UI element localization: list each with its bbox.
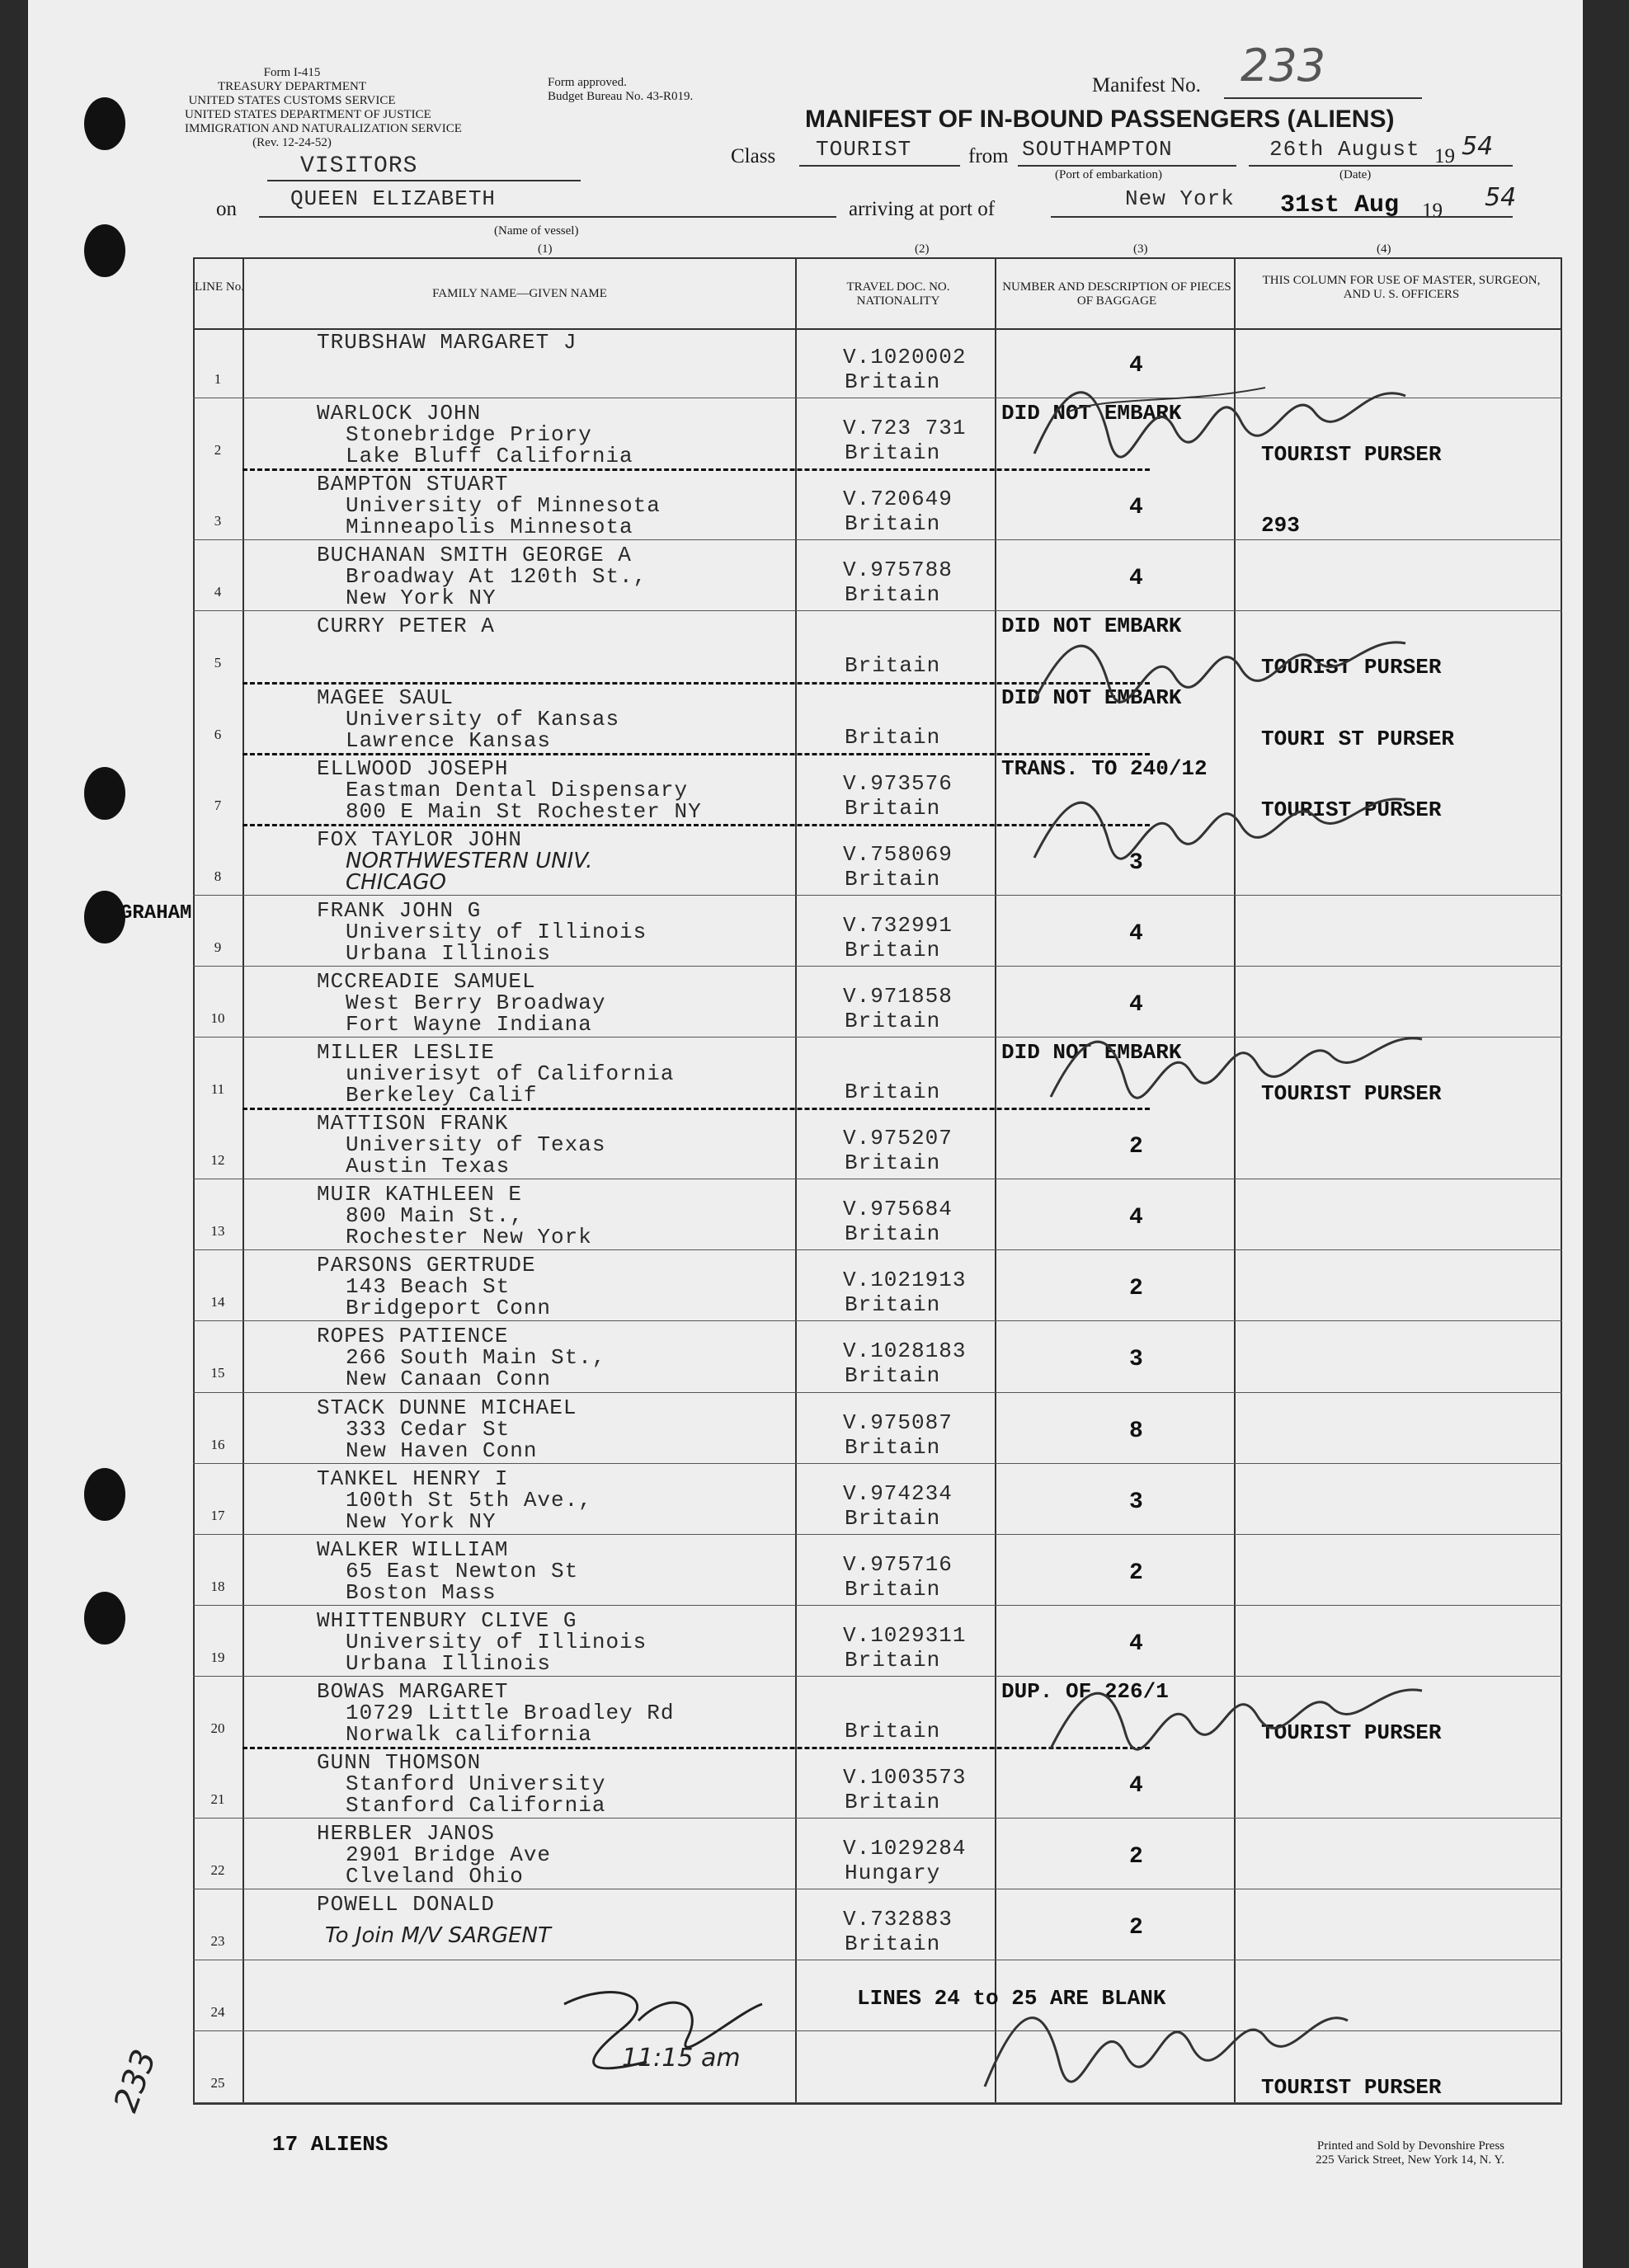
- row-divider: [193, 895, 1562, 896]
- arriving-label: arriving at port of: [849, 198, 996, 220]
- arrival-date: 31st Aug: [1280, 191, 1400, 219]
- passenger-address-line-1: 100th St 5th Ave.,: [346, 1487, 592, 1513]
- passenger-name: CURRY PETER A: [317, 614, 495, 639]
- line-number: 7: [214, 797, 222, 813]
- line-number: 1: [214, 371, 222, 387]
- passenger-address-line-2: Fort Wayne Indiana: [346, 1011, 592, 1037]
- officer-note: TOURIST PURSER: [1261, 2075, 1442, 2101]
- row-divider: [242, 824, 1150, 826]
- status-stamp: DID NOT EMBARK: [1001, 1040, 1182, 1065]
- line-number: 14: [210, 1294, 225, 1310]
- line-number: 3: [214, 513, 222, 529]
- form-info: Form I-415 TREASURY DEPARTMENT UNITED STATES CUSTOMS SERVICE UNITED STATES DEPARTMENT OF JUSTICE IMMIGRATION AND NATURALIZATION SERVICE (Rev. 12-24-52): [185, 66, 462, 149]
- passenger-address-line-1: 333 Cedar St: [346, 1416, 511, 1442]
- passenger-name: HERBLER JANOS: [317, 1821, 495, 1847]
- arrival-port: New York: [1125, 186, 1235, 211]
- passenger-address-line-2: 800 E Main St Rochester NY: [346, 798, 702, 824]
- passenger-address-line-1: Stonebridge Priory: [346, 422, 592, 448]
- class-label: Class: [731, 145, 776, 167]
- passenger-address-line-2: Rochester New York: [346, 1225, 592, 1250]
- baggage-count: 3: [1129, 1347, 1143, 1373]
- nationality: Britain: [845, 511, 941, 537]
- nationality: Britain: [845, 724, 941, 750]
- arrival-year-prefix: 19: [1422, 200, 1443, 222]
- col-line-no: LINE No.: [195, 280, 244, 294]
- officer-note: TOURIST PURSER: [1261, 1720, 1442, 1745]
- line-number: 17: [210, 1507, 225, 1523]
- baggage-count: 4: [1129, 495, 1143, 521]
- officer-note: TOURIST PURSER: [1261, 655, 1442, 680]
- row-divider: [193, 1249, 1562, 1250]
- passenger-name: MCCREADIE SAMUEL: [317, 968, 536, 994]
- row-divider: [193, 610, 1562, 611]
- line-number: 11: [210, 1081, 225, 1097]
- line-number: 22: [210, 1862, 225, 1879]
- nationality: Britain: [845, 1080, 941, 1104]
- passenger-address-line-1: University of Kansas: [346, 706, 620, 732]
- embark-date: 26th August: [1269, 137, 1420, 162]
- passenger-address-line-2: Austin Texas: [346, 1154, 511, 1179]
- passenger-address-line-2: Lake Bluff California: [346, 444, 633, 469]
- travel-doc-number: V.1029284: [843, 1836, 967, 1861]
- officer-signature: [1034, 1014, 1447, 1113]
- baggage-count: 2: [1129, 1276, 1143, 1302]
- arrival-year: 54: [1485, 183, 1517, 212]
- passenger-name: TRUBSHAW MARGARET J: [317, 330, 577, 355]
- officer-note: TOURIST PURSER: [1261, 442, 1442, 468]
- col-num-2: (2): [915, 242, 930, 256]
- nationality: Britain: [845, 653, 941, 679]
- status-stamp: TRANS. TO 240/12: [1001, 755, 1208, 781]
- line-number: 19: [210, 1649, 225, 1665]
- officer-note: TOURIST PURSER: [1261, 797, 1442, 822]
- status-stamp: DID NOT EMBARK: [1001, 401, 1182, 426]
- row-divider: [242, 468, 1150, 471]
- from-value: SOUTHAMPTON: [1022, 137, 1173, 162]
- status-stamp: DUP. OF 226/1: [1001, 1678, 1169, 1704]
- travel-doc-number: V.1021913: [843, 1268, 967, 1293]
- passenger-address-line-2: Boston Mass: [346, 1579, 497, 1605]
- row-divider: [193, 1463, 1562, 1464]
- passenger-name: BOWAS MARGARET: [317, 1678, 509, 1704]
- from-label: from: [968, 145, 1009, 167]
- nationality: Britain: [845, 1434, 941, 1460]
- baggage-count: 3: [1129, 1489, 1143, 1515]
- officer-signature: [1018, 619, 1447, 718]
- line-number: 25: [210, 2075, 225, 2092]
- passenger-name: FOX TAYLOR JOHN: [317, 826, 523, 852]
- row-divider: [193, 1392, 1562, 1393]
- punch-hole: [84, 97, 125, 150]
- line-number: 24: [210, 2004, 225, 2021]
- passenger-name: MILLER LESLIE: [317, 1040, 495, 1065]
- baggage-count: 4: [1129, 991, 1143, 1018]
- nationality: Britain: [845, 1718, 941, 1743]
- punch-hole: [84, 767, 125, 820]
- travel-doc-number: V.758069: [843, 841, 953, 867]
- passenger-name: TANKEL HENRY I: [317, 1466, 509, 1491]
- col-num-1: (1): [538, 242, 553, 256]
- manifest-page: [28, 0, 1583, 2268]
- embark-year: 54: [1462, 132, 1494, 161]
- officer-note: 293: [1261, 513, 1300, 539]
- passenger-address-line-1: University of Texas: [346, 1132, 606, 1158]
- travel-doc-number: V.720649: [843, 487, 953, 512]
- travel-doc-number: V.1028183: [843, 1339, 967, 1364]
- passenger-address-line-1: University of Illinois: [346, 919, 647, 944]
- passenger-address-line-2: Berkeley Calif: [346, 1083, 538, 1108]
- line-number: 16: [210, 1436, 225, 1452]
- officer-signature: [1018, 775, 1447, 882]
- line-number: 21: [210, 1791, 225, 1807]
- embark-year-prefix: 19: [1434, 145, 1455, 167]
- passenger-name: MUIR KATHLEEN E: [317, 1182, 523, 1207]
- officer-signature: [1018, 363, 1447, 478]
- nationality: Britain: [845, 866, 941, 892]
- baggage-count: 2: [1129, 1560, 1143, 1586]
- officer-signature: [968, 1988, 1364, 2103]
- status-stamp: DID NOT EMBARK: [1001, 685, 1182, 710]
- status-stamp: LINES 24 to 25 ARE BLANK: [857, 1986, 1166, 2012]
- col-travel-doc: TRAVEL DOC. NO. NATIONALITY: [846, 280, 950, 308]
- passenger-name: WARLOCK JOHN: [317, 401, 482, 426]
- passenger-address-line-2: CHICAGO: [346, 869, 446, 895]
- line-number: 15: [210, 1365, 225, 1381]
- travel-doc-number: V.974234: [843, 1480, 953, 1506]
- line-number: 13: [210, 1223, 225, 1240]
- officer-signature: [1034, 1666, 1447, 1773]
- passenger-address-line-2: New York NY: [346, 586, 497, 611]
- date-caption: (Date): [1339, 168, 1372, 181]
- class-value: TOURIST: [816, 137, 912, 162]
- passenger-name: MAGEE SAUL: [317, 685, 454, 710]
- manifest-no: 233: [1241, 40, 1326, 92]
- passenger-address-line-2: Minneapolis Minnesota: [346, 515, 633, 540]
- baggage-count: 4: [1129, 353, 1143, 379]
- passenger-name: BUCHANAN SMITH GEORGE A: [317, 543, 632, 568]
- travel-doc-number: V.732991: [843, 912, 953, 938]
- col-num-3: (3): [1133, 242, 1148, 256]
- travel-doc-number: V.975207: [843, 1126, 953, 1151]
- handwritten-time: 11:15 am: [622, 2044, 741, 2073]
- nationality: Britain: [845, 440, 941, 466]
- baggage-count: 2: [1129, 1844, 1143, 1870]
- passenger-name: WALKER WILLIAM: [317, 1536, 509, 1562]
- passenger-address-line-2: Stanford California: [346, 1793, 606, 1818]
- passenger-address-line-1: Stanford University: [346, 1772, 606, 1796]
- passenger-address-line-1: NORTHWESTERN UNIV.: [346, 848, 593, 873]
- margin-note: GRAHAM: [120, 902, 192, 925]
- nationality: Britain: [845, 582, 941, 608]
- nationality: Britain: [845, 1932, 941, 1957]
- passenger-address-line-1: University of Illinois: [346, 1629, 647, 1654]
- passenger-name: POWELL DONALD: [317, 1892, 495, 1917]
- passenger-name: MATTISON FRANK: [317, 1111, 509, 1136]
- passenger-address-line-2: New Haven Conn: [346, 1437, 538, 1463]
- aliens-count: 17 ALIENS: [272, 2132, 388, 2157]
- col-baggage: NUMBER AND DESCRIPTION OF PIECES OF BAGGAGE: [1002, 280, 1231, 308]
- nationality: Hungary: [845, 1861, 941, 1886]
- passenger-address-line-2: New Canaan Conn: [346, 1367, 552, 1392]
- baggage-count: 3: [1129, 849, 1143, 876]
- vessel-name: QUEEN ELIZABETH: [290, 186, 497, 211]
- passenger-address-line-2: Urbana Illinois: [346, 1650, 552, 1676]
- line-number: 20: [210, 1720, 225, 1736]
- punch-hole: [84, 891, 125, 943]
- nationality: Britain: [845, 1292, 941, 1318]
- line-number: 4: [214, 584, 222, 600]
- punch-hole: [84, 1592, 125, 1645]
- nationality: Britain: [845, 369, 941, 394]
- baggage-count: 4: [1129, 1773, 1143, 1799]
- travel-doc-number: V.975684: [843, 1197, 953, 1222]
- passenger-address-line-2: Urbana Illinois: [346, 940, 552, 966]
- line-number: 9: [214, 939, 222, 955]
- travel-doc-number: V.732883: [843, 1907, 953, 1932]
- passenger-address-line-1: 10729 Little Broadley Rd: [346, 1700, 675, 1725]
- passenger-name: BAMPTON STUART: [317, 472, 509, 497]
- row-divider: [193, 539, 1562, 540]
- punch-hole: [84, 1468, 125, 1521]
- nationality: Britain: [845, 795, 941, 821]
- line-number: 10: [210, 1009, 225, 1026]
- nationality: Britain: [845, 1008, 941, 1033]
- passenger-address-line-1: To Join M/V SARGENT: [325, 1923, 551, 1949]
- travel-doc-number: V.1003573: [843, 1765, 967, 1790]
- row-divider: [193, 1320, 1562, 1321]
- manifest-title: MANIFEST OF IN-BOUND PASSENGERS (ALIENS): [805, 106, 1395, 133]
- vessel-caption: (Name of vessel): [494, 224, 579, 238]
- passenger-address-line-1: 65 East Newton St: [346, 1558, 579, 1583]
- line-number: 2: [214, 442, 222, 459]
- passenger-address-line-1: Eastman Dental Dispensary: [346, 777, 689, 802]
- passenger-address-line-2: Norwalk california: [346, 1721, 592, 1747]
- on-label: on: [216, 198, 237, 220]
- col-officers: THIS COLUMN FOR USE OF MASTER, SURGEON, AND U. S. OFFICERS: [1262, 274, 1541, 301]
- baggage-count: 4: [1129, 1205, 1143, 1231]
- baggage-count: 4: [1129, 566, 1143, 592]
- row-divider: [242, 753, 1150, 755]
- officer-note: TOURI ST PURSER: [1261, 726, 1455, 751]
- passenger-address-line-2: Lawrence Kansas: [346, 727, 552, 753]
- travel-doc-number: V.975087: [843, 1409, 953, 1435]
- passenger-name: FRANK JOHN G: [317, 897, 482, 923]
- passenger-address-line-1: 143 Beach St: [346, 1274, 511, 1300]
- passenger-name: ELLWOOD JOSEPH: [317, 755, 509, 781]
- passenger-name: PARSONS GERTRUDE: [317, 1253, 536, 1278]
- passenger-address-line-2: New York NY: [346, 1508, 497, 1534]
- passenger-address-line-1: Broadway At 120th St.,: [346, 564, 647, 590]
- passenger-name: ROPES PATIENCE: [317, 1324, 509, 1349]
- travel-doc-number: V.975716: [843, 1551, 953, 1577]
- manifest-no-label: Manifest No.: [1092, 74, 1201, 96]
- passenger-name: GUNN THOMSON: [317, 1750, 482, 1775]
- passenger-address-line-1: 266 South Main St.,: [346, 1345, 606, 1371]
- travel-doc-number: V.973576: [843, 770, 953, 796]
- line-number: 12: [210, 1152, 225, 1169]
- passenger-name: STACK DUNNE MICHAEL: [317, 1395, 577, 1420]
- baggage-count: 4: [1129, 1630, 1143, 1657]
- nationality: Britain: [845, 1576, 941, 1602]
- printer-info: Printed and Sold by Devonshire Press 225 Varick Street, New York 14, N. Y.: [1316, 2139, 1504, 2167]
- passenger-address-line-1: 2901 Bridge Ave: [346, 1842, 552, 1868]
- travel-doc-number: V.971858: [843, 983, 953, 1009]
- line-number: 8: [214, 868, 222, 884]
- passenger-address-line-2: Bridgeport Conn: [346, 1296, 552, 1321]
- nationality: Britain: [845, 1150, 941, 1176]
- row-divider: [242, 1108, 1150, 1110]
- passenger-address-line-1: univerisyt of California: [346, 1061, 675, 1086]
- port-caption: (Port of embarkation): [1055, 168, 1162, 181]
- row-divider: [193, 1818, 1562, 1819]
- row-divider: [242, 1747, 1150, 1749]
- baggage-count: 2: [1129, 1915, 1143, 1941]
- budget-info: Form approved. Budget Bureau No. 43-R019.: [548, 76, 694, 103]
- baggage-count: 4: [1129, 920, 1143, 947]
- nationality: Britain: [845, 1363, 941, 1389]
- nationality: Britain: [845, 1221, 941, 1247]
- passenger-address-line-2: Clveland Ohio: [346, 1864, 524, 1889]
- nationality: Britain: [845, 1647, 941, 1673]
- travel-doc-number: V.975788: [843, 558, 953, 583]
- status-stamp: DID NOT EMBARK: [1001, 614, 1182, 639]
- baggage-count: 8: [1129, 1418, 1143, 1444]
- punch-hole: [84, 224, 125, 277]
- baggage-count: 2: [1129, 1134, 1143, 1160]
- line-number: 6: [214, 726, 222, 742]
- row-divider: [242, 682, 1150, 685]
- row-divider: [193, 1534, 1562, 1535]
- col-num-4: (4): [1377, 242, 1391, 256]
- nationality: Britain: [845, 1790, 941, 1814]
- line-number: 23: [210, 1933, 225, 1950]
- officer-note: TOURIST PURSER: [1261, 1081, 1442, 1106]
- passenger-address-line-1: West Berry Broadway: [346, 990, 606, 1015]
- line-number: 18: [210, 1578, 225, 1594]
- row-divider: [193, 966, 1562, 967]
- travel-doc-number: V.723 731: [843, 416, 967, 441]
- passenger-name: WHITTENBURY CLIVE G: [317, 1607, 577, 1633]
- line-number: 5: [214, 655, 222, 671]
- col-name: FAMILY NAME—GIVEN NAME: [432, 287, 607, 300]
- visitors-label: VISITORS: [300, 153, 418, 179]
- passenger-address-line-1: University of Minnesota: [346, 493, 661, 519]
- nationality: Britain: [845, 937, 941, 962]
- nationality: Britain: [845, 1505, 941, 1531]
- travel-doc-number: V.1020002: [843, 345, 967, 369]
- travel-doc-number: V.1029311: [843, 1622, 967, 1648]
- row-divider: [193, 1605, 1562, 1606]
- passenger-address-line-1: 800 Main St.,: [346, 1203, 524, 1229]
- margin-number: 233: [106, 2044, 164, 2117]
